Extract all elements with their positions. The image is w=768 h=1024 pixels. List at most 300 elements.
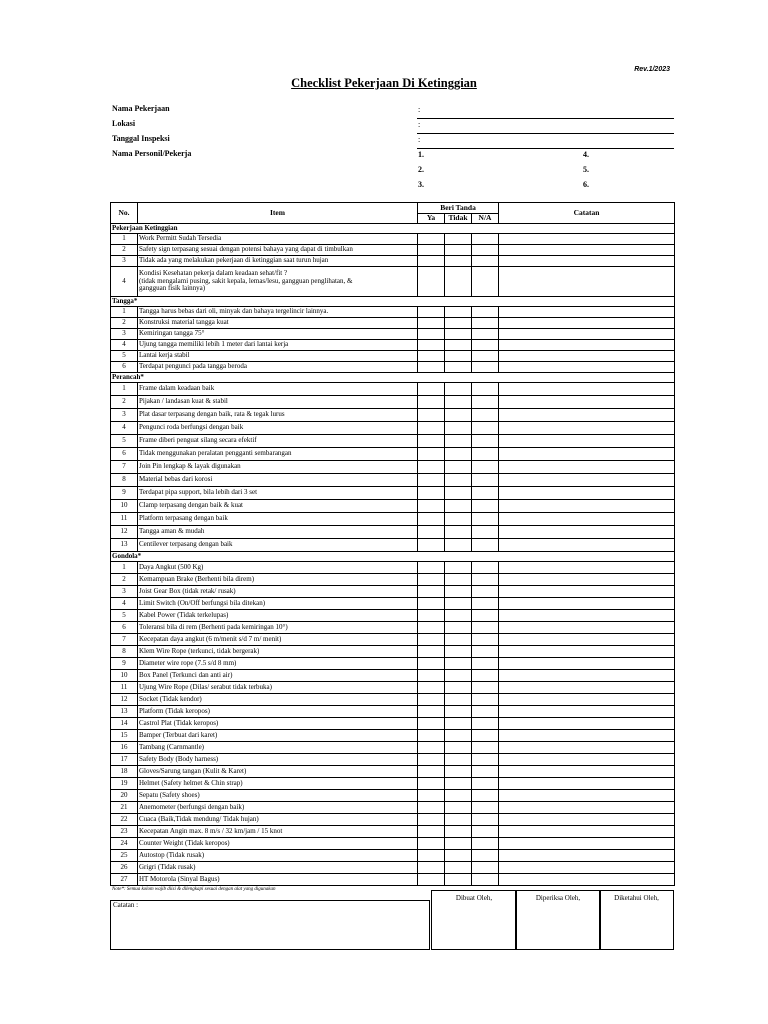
catatan-cell[interactable]: [499, 814, 675, 826]
row-number: 27: [111, 874, 138, 886]
check-na-cell[interactable]: [472, 598, 499, 610]
row-item-text: Cuaca (Baik,Tidak mendung/ Tidak hujan): [138, 814, 418, 826]
catatan-box[interactable]: [110, 900, 430, 950]
row-number: 12: [111, 526, 138, 539]
catatan-cell[interactable]: [499, 409, 675, 422]
check-tidak-cell[interactable]: [445, 245, 472, 256]
check-tidak-cell[interactable]: [445, 474, 472, 487]
info-row-personil-3: [112, 179, 674, 194]
checklist-table: [110, 202, 675, 886]
signature-label: Dibuat Oleh,: [455, 894, 493, 902]
row-number: 17: [111, 754, 138, 766]
signature-box-dibuat[interactable]: [431, 890, 517, 950]
check-ya-cell[interactable]: [418, 838, 445, 850]
catatan-cell[interactable]: [499, 838, 675, 850]
row-number: 11: [111, 513, 138, 526]
row-number: 21: [111, 802, 138, 814]
table-row: [111, 754, 675, 766]
row-number: 24: [111, 838, 138, 850]
check-ya-cell[interactable]: [418, 586, 445, 598]
check-tidak-cell[interactable]: [445, 778, 472, 790]
catatan-cell[interactable]: [499, 435, 675, 448]
check-na-cell[interactable]: [472, 245, 499, 256]
check-na-cell[interactable]: [472, 318, 499, 329]
check-na-cell[interactable]: [472, 329, 499, 340]
check-ya-cell[interactable]: [418, 862, 445, 874]
row-number: 6: [111, 448, 138, 461]
check-na-cell[interactable]: [472, 539, 499, 552]
row-number: 2: [111, 245, 138, 256]
row-number: 1: [111, 307, 138, 318]
info-row-lokasi: [112, 119, 674, 134]
check-ya-cell[interactable]: [418, 574, 445, 586]
table-row: [111, 362, 675, 373]
check-ya-cell[interactable]: [418, 622, 445, 634]
check-tidak-cell[interactable]: [445, 826, 472, 838]
row-number: 6: [111, 622, 138, 634]
check-na-cell[interactable]: [472, 862, 499, 874]
catatan-cell[interactable]: [499, 383, 675, 396]
check-na-cell[interactable]: [472, 706, 499, 718]
check-na-cell[interactable]: [472, 610, 499, 622]
check-ya-cell[interactable]: [418, 500, 445, 513]
check-tidak-cell[interactable]: [445, 448, 472, 461]
table-row: [111, 826, 675, 838]
row-item-text: Joist Gear Box (tidak retak/ rusak): [138, 586, 418, 598]
check-na-cell[interactable]: [472, 500, 499, 513]
check-na-cell[interactable]: [472, 362, 499, 373]
row-item-text: Kabel Power (Tidak terkelupas): [138, 610, 418, 622]
row-item-text: Kondisi Kesehatan pekerja dalam keadaan sehat/fit ? (tidak mengalami pusing, sakit kepala, lemas/lesu, gangguan penglihatan, & gangguan fisik lainnya): [138, 267, 418, 297]
check-ya-cell[interactable]: [418, 234, 445, 245]
row-number: 3: [111, 409, 138, 422]
check-tidak-cell[interactable]: [445, 256, 472, 267]
catatan-cell[interactable]: [499, 874, 675, 886]
check-tidak-cell[interactable]: [445, 814, 472, 826]
row-number: 12: [111, 694, 138, 706]
check-tidak-cell[interactable]: [445, 351, 472, 362]
check-ya-cell[interactable]: [418, 634, 445, 646]
check-na-cell[interactable]: [472, 307, 499, 318]
table-row: [111, 730, 675, 742]
check-tidak-cell[interactable]: [445, 838, 472, 850]
row-item-text: Limit Switch (On/Off berfungsi bila ditekan): [138, 598, 418, 610]
catatan-cell[interactable]: [499, 307, 675, 318]
table-row: [111, 245, 675, 256]
check-na-cell[interactable]: [472, 461, 499, 474]
check-tidak-cell[interactable]: [445, 766, 472, 778]
check-ya-cell[interactable]: [418, 318, 445, 329]
check-ya-cell[interactable]: [418, 409, 445, 422]
check-na-cell[interactable]: [472, 682, 499, 694]
catatan-cell[interactable]: [499, 730, 675, 742]
catatan-cell[interactable]: [499, 234, 675, 245]
row-item-text: Klem Wire Rope (terkunci, tidak bergerak): [138, 646, 418, 658]
table-row: [111, 234, 675, 245]
table-row: [111, 682, 675, 694]
check-na-cell[interactable]: [472, 826, 499, 838]
row-item-text: Frame dalam keadaan baik: [138, 383, 418, 396]
catatan-cell[interactable]: [499, 622, 675, 634]
check-ya-cell[interactable]: [418, 802, 445, 814]
row-item-text: Tidak ada yang melakukan pekerjaan di ketinggian saat turun hujan: [138, 256, 418, 267]
table-row: [111, 706, 675, 718]
check-tidak-cell[interactable]: [445, 318, 472, 329]
check-ya-cell[interactable]: [418, 422, 445, 435]
check-tidak-cell[interactable]: [445, 307, 472, 318]
catatan-cell[interactable]: [499, 850, 675, 862]
check-na-cell[interactable]: [472, 634, 499, 646]
check-tidak-cell[interactable]: [445, 850, 472, 862]
check-ya-cell[interactable]: [418, 526, 445, 539]
catatan-cell[interactable]: [499, 362, 675, 373]
check-ya-cell[interactable]: [418, 766, 445, 778]
row-number: 26: [111, 862, 138, 874]
catatan-cell[interactable]: [499, 682, 675, 694]
section-title: Perancah*: [111, 373, 675, 383]
catatan-cell[interactable]: [499, 461, 675, 474]
catatan-cell[interactable]: [499, 513, 675, 526]
check-ya-cell[interactable]: [418, 658, 445, 670]
info-label: Tanggal Inspeksi: [112, 134, 170, 143]
check-tidak-cell[interactable]: [445, 461, 472, 474]
check-ya-cell[interactable]: [418, 448, 445, 461]
row-number: 3: [111, 256, 138, 267]
row-item-text: Platform (Tidak keropos): [138, 706, 418, 718]
check-na-cell[interactable]: [472, 850, 499, 862]
catatan-cell[interactable]: [499, 610, 675, 622]
header-catatan: Catatan: [499, 203, 675, 224]
catatan-cell[interactable]: [499, 448, 675, 461]
check-tidak-cell[interactable]: [445, 396, 472, 409]
row-item-text: Clamp terpasang dengan baik & kuat: [138, 500, 418, 513]
table-header-row: [111, 203, 675, 214]
table-row: [111, 513, 675, 526]
check-ya-cell[interactable]: [418, 256, 445, 267]
catatan-cell[interactable]: [499, 718, 675, 730]
check-ya-cell[interactable]: [418, 267, 445, 297]
table-row: [111, 448, 675, 461]
section-header-row: [111, 552, 675, 562]
check-tidak-cell[interactable]: [445, 234, 472, 245]
check-na-cell[interactable]: [472, 646, 499, 658]
row-number: 4: [111, 598, 138, 610]
row-number: 4: [111, 422, 138, 435]
check-na-cell[interactable]: [472, 694, 499, 706]
check-tidak-cell[interactable]: [445, 754, 472, 766]
catatan-cell[interactable]: [499, 487, 675, 500]
catatan-cell[interactable]: [499, 256, 675, 267]
catatan-cell[interactable]: [499, 742, 675, 754]
check-na-cell[interactable]: [472, 435, 499, 448]
check-na-cell[interactable]: [472, 234, 499, 245]
check-ya-cell[interactable]: [418, 340, 445, 351]
catatan-cell[interactable]: [499, 245, 675, 256]
check-na-cell[interactable]: [472, 742, 499, 754]
check-ya-cell[interactable]: [418, 790, 445, 802]
check-tidak-cell[interactable]: [445, 598, 472, 610]
check-ya-cell[interactable]: [418, 730, 445, 742]
check-na-cell[interactable]: [472, 409, 499, 422]
catatan-cell[interactable]: [499, 340, 675, 351]
row-number: 2: [111, 318, 138, 329]
check-ya-cell[interactable]: [418, 351, 445, 362]
header-no: No.: [111, 203, 138, 224]
catatan-cell[interactable]: [499, 396, 675, 409]
check-tidak-cell[interactable]: [445, 340, 472, 351]
check-tidak-cell[interactable]: [445, 802, 472, 814]
check-tidak-cell[interactable]: [445, 539, 472, 552]
catatan-cell[interactable]: [499, 706, 675, 718]
check-tidak-cell[interactable]: [445, 742, 472, 754]
check-tidak-cell[interactable]: [445, 610, 472, 622]
check-na-cell[interactable]: [472, 670, 499, 682]
check-tidak-cell[interactable]: [445, 622, 472, 634]
check-tidak-cell[interactable]: [445, 422, 472, 435]
table-row: [111, 874, 675, 886]
check-ya-cell[interactable]: [418, 461, 445, 474]
row-item-text: Safety sign terpasang sesuai dengan potensi bahaya yang dapat di timbulkan: [138, 245, 418, 256]
catatan-cell[interactable]: [499, 646, 675, 658]
check-tidak-cell[interactable]: [445, 409, 472, 422]
table-row: [111, 562, 675, 574]
check-ya-cell[interactable]: [418, 718, 445, 730]
check-ya-cell[interactable]: [418, 670, 445, 682]
check-na-cell[interactable]: [472, 802, 499, 814]
check-tidak-cell[interactable]: [445, 586, 472, 598]
catatan-cell[interactable]: [499, 862, 675, 874]
check-tidak-cell[interactable]: [445, 500, 472, 513]
check-tidak-cell[interactable]: [445, 790, 472, 802]
row-number: 5: [111, 435, 138, 448]
catatan-cell[interactable]: [499, 634, 675, 646]
check-ya-cell[interactable]: [418, 307, 445, 318]
table-row: [111, 778, 675, 790]
signature-box-diketahui[interactable]: [599, 890, 674, 950]
check-tidak-cell[interactable]: [445, 329, 472, 340]
check-na-cell[interactable]: [472, 574, 499, 586]
check-na-cell[interactable]: [472, 778, 499, 790]
check-ya-cell[interactable]: [418, 610, 445, 622]
catatan-cell[interactable]: [499, 598, 675, 610]
table-row: [111, 790, 675, 802]
check-tidak-cell[interactable]: [445, 362, 472, 373]
check-ya-cell[interactable]: [418, 682, 445, 694]
info-colon: :: [418, 135, 421, 144]
check-na-cell[interactable]: [472, 730, 499, 742]
check-ya-cell[interactable]: [418, 513, 445, 526]
check-ya-cell[interactable]: [418, 874, 445, 886]
check-na-cell[interactable]: [472, 622, 499, 634]
catatan-cell[interactable]: [499, 500, 675, 513]
signature-label: Diketahui Oleh,: [614, 894, 659, 902]
catatan-cell[interactable]: [499, 474, 675, 487]
check-na-cell[interactable]: [472, 658, 499, 670]
check-na-cell[interactable]: [472, 267, 499, 297]
table-row: [111, 487, 675, 500]
check-na-cell[interactable]: [472, 448, 499, 461]
check-na-cell[interactable]: [472, 383, 499, 396]
check-tidak-cell[interactable]: [445, 383, 472, 396]
row-number: 2: [111, 396, 138, 409]
check-tidak-cell[interactable]: [445, 718, 472, 730]
catatan-cell[interactable]: [499, 539, 675, 552]
check-na-cell[interactable]: [472, 526, 499, 539]
check-tidak-cell[interactable]: [445, 435, 472, 448]
row-number: 1: [111, 383, 138, 396]
row-item-text: Gloves/Sarung tangan (Kulit & Karet): [138, 766, 418, 778]
check-ya-cell[interactable]: [418, 850, 445, 862]
check-tidak-cell[interactable]: [445, 682, 472, 694]
check-na-cell[interactable]: [472, 766, 499, 778]
check-ya-cell[interactable]: [418, 487, 445, 500]
check-ya-cell[interactable]: [418, 539, 445, 552]
row-number: 2: [111, 574, 138, 586]
check-na-cell[interactable]: [472, 474, 499, 487]
check-ya-cell[interactable]: [418, 754, 445, 766]
row-number: 5: [111, 610, 138, 622]
table-row: [111, 500, 675, 513]
catatan-cell[interactable]: [499, 658, 675, 670]
row-item-text: Anemometer (berfungsi dengan baik): [138, 802, 418, 814]
check-ya-cell[interactable]: [418, 362, 445, 373]
check-ya-cell[interactable]: [418, 435, 445, 448]
check-tidak-cell[interactable]: [445, 694, 472, 706]
table-row: [111, 574, 675, 586]
catatan-cell[interactable]: [499, 574, 675, 586]
check-ya-cell[interactable]: [418, 329, 445, 340]
check-na-cell[interactable]: [472, 513, 499, 526]
check-na-cell[interactable]: [472, 256, 499, 267]
catatan-cell[interactable]: [499, 694, 675, 706]
check-na-cell[interactable]: [472, 874, 499, 886]
check-tidak-cell[interactable]: [445, 658, 472, 670]
check-na-cell[interactable]: [472, 562, 499, 574]
table-row: [111, 461, 675, 474]
check-na-cell[interactable]: [472, 351, 499, 362]
check-na-cell[interactable]: [472, 718, 499, 730]
check-ya-cell[interactable]: [418, 826, 445, 838]
check-ya-cell[interactable]: [418, 706, 445, 718]
table-row: [111, 539, 675, 552]
row-item-text: Kemampuan Brake (Berhenti bila direm): [138, 574, 418, 586]
check-ya-cell[interactable]: [418, 562, 445, 574]
catatan-cell[interactable]: [499, 351, 675, 362]
row-item-text: Counter Weight (Tidak keropos): [138, 838, 418, 850]
check-tidak-cell[interactable]: [445, 562, 472, 574]
check-na-cell[interactable]: [472, 422, 499, 435]
check-tidak-cell[interactable]: [445, 670, 472, 682]
catatan-cell[interactable]: [499, 329, 675, 340]
catatan-cell[interactable]: [499, 778, 675, 790]
check-tidak-cell[interactable]: [445, 513, 472, 526]
check-na-cell[interactable]: [472, 754, 499, 766]
check-na-cell[interactable]: [472, 396, 499, 409]
table-row: [111, 383, 675, 396]
check-na-cell[interactable]: [472, 790, 499, 802]
check-ya-cell[interactable]: [418, 383, 445, 396]
row-item-text: Frame diberi penguat silang secara efektif: [138, 435, 418, 448]
catatan-cell[interactable]: [499, 562, 675, 574]
check-tidak-cell[interactable]: [445, 730, 472, 742]
check-tidak-cell[interactable]: [445, 646, 472, 658]
check-ya-cell[interactable]: [418, 742, 445, 754]
check-ya-cell[interactable]: [418, 814, 445, 826]
table-row: [111, 340, 675, 351]
header-item: Item: [138, 203, 418, 224]
catatan-cell[interactable]: [499, 790, 675, 802]
table-row: [111, 850, 675, 862]
check-ya-cell[interactable]: [418, 396, 445, 409]
catatan-cell[interactable]: [499, 766, 675, 778]
row-item-text: Join Pin lengkap & layak digunakan: [138, 461, 418, 474]
personnel-slot: 3.: [418, 180, 424, 189]
catatan-cell[interactable]: [499, 526, 675, 539]
check-tidak-cell[interactable]: [445, 267, 472, 297]
check-tidak-cell[interactable]: [445, 634, 472, 646]
row-item-text: Work Permitt Sudah Tersedia: [138, 234, 418, 245]
check-ya-cell[interactable]: [418, 646, 445, 658]
row-item-text: Bamper (Terbuat dari karet): [138, 730, 418, 742]
row-number: 3: [111, 329, 138, 340]
catatan-cell[interactable]: [499, 826, 675, 838]
catatan-cell[interactable]: [499, 754, 675, 766]
table-row: [111, 307, 675, 318]
catatan-cell[interactable]: [499, 802, 675, 814]
info-row-personil: [112, 149, 674, 164]
row-item-text: Helmet (Safety helmet & Chin strap): [138, 778, 418, 790]
check-tidak-cell[interactable]: [445, 574, 472, 586]
row-number: 20: [111, 790, 138, 802]
check-na-cell[interactable]: [472, 487, 499, 500]
check-ya-cell[interactable]: [418, 694, 445, 706]
check-ya-cell[interactable]: [418, 245, 445, 256]
info-label: Nama Personil/Pekerja: [112, 149, 192, 158]
check-tidak-cell[interactable]: [445, 862, 472, 874]
catatan-cell[interactable]: [499, 422, 675, 435]
row-number: 18: [111, 766, 138, 778]
row-number: 25: [111, 850, 138, 862]
check-na-cell[interactable]: [472, 838, 499, 850]
catatan-cell[interactable]: [499, 267, 675, 297]
info-label: Lokasi: [112, 119, 136, 128]
row-number: 8: [111, 474, 138, 487]
catatan-cell[interactable]: [499, 670, 675, 682]
catatan-cell[interactable]: [499, 318, 675, 329]
check-na-cell[interactable]: [472, 586, 499, 598]
row-number: 23: [111, 826, 138, 838]
signature-box-diperiksa[interactable]: [515, 890, 601, 950]
section-header-row: [111, 224, 675, 234]
check-ya-cell[interactable]: [418, 598, 445, 610]
table-row: [111, 409, 675, 422]
check-tidak-cell[interactable]: [445, 487, 472, 500]
row-number: 13: [111, 539, 138, 552]
row-item-text: Daya Angkut (500 Kg): [138, 562, 418, 574]
check-ya-cell[interactable]: [418, 778, 445, 790]
catatan-cell[interactable]: [499, 586, 675, 598]
check-tidak-cell[interactable]: [445, 526, 472, 539]
table-row: [111, 658, 675, 670]
check-tidak-cell[interactable]: [445, 706, 472, 718]
table-row: [111, 586, 675, 598]
row-number: 3: [111, 586, 138, 598]
check-na-cell[interactable]: [472, 814, 499, 826]
check-tidak-cell[interactable]: [445, 874, 472, 886]
check-ya-cell[interactable]: [418, 474, 445, 487]
personnel-slot: 1.: [418, 150, 424, 159]
check-na-cell[interactable]: [472, 340, 499, 351]
